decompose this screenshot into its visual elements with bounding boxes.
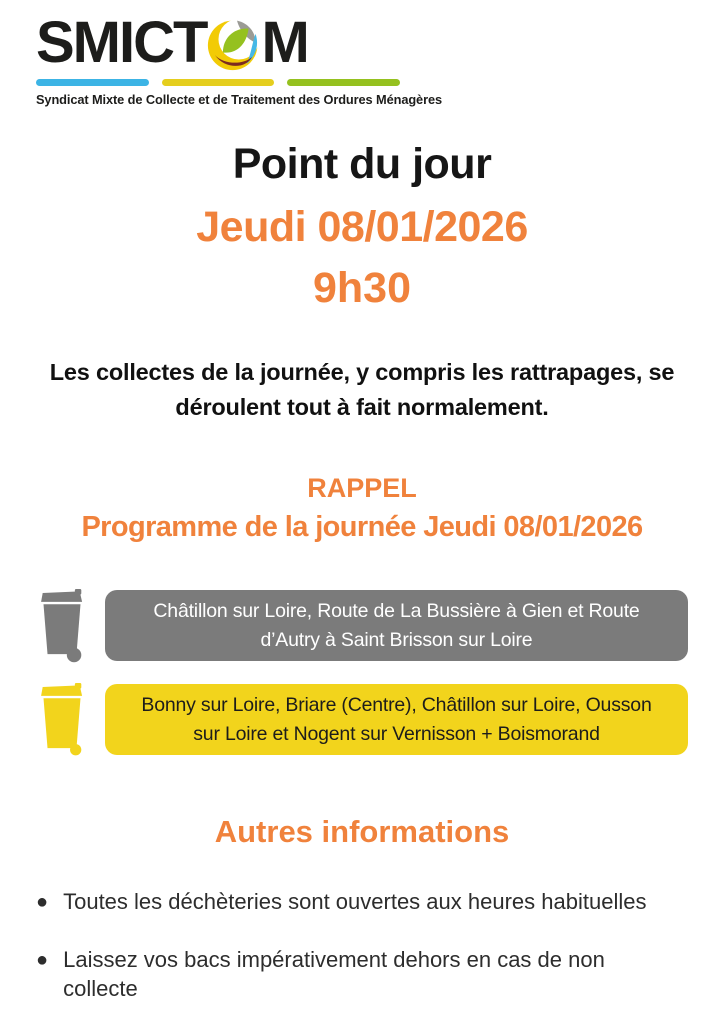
list-item-text: Laissez vos bacs impérativement dehors en cas de non collecte — [63, 946, 605, 1002]
other-info-list — [36, 887, 684, 1004]
brand-suffix: M — [261, 10, 308, 75]
logo-color-bars — [36, 79, 400, 86]
logo-bar-yellow — [162, 79, 275, 86]
title-block — [0, 140, 724, 313]
list-item — [36, 945, 684, 1004]
collection-row-yellow — [34, 683, 688, 757]
time-line: 9h30 — [312, 264, 411, 312]
page-title: Point du jour — [232, 140, 492, 188]
yellow-recycling-bin-icon — [34, 683, 90, 757]
collection-areas-grey: Châtillon sur Loire, Route de La Bussière à Gien et Route d’Autry à Saint Brisson sur Loire — [105, 590, 688, 661]
other-info-title: Autres informations — [214, 813, 510, 849]
brand-wordmark — [36, 10, 408, 75]
list-item-text: Toutes les déchèteries sont ouvertes aux heures habituelles — [63, 888, 647, 914]
collection-rows — [34, 589, 688, 757]
brand-prefix: SMICT — [36, 10, 207, 75]
date-line: Jeudi 08/01/2026 — [196, 203, 528, 251]
status-message: Les collectes de la journée, y compris les rattrapages, se déroulent tout à fait normalement. — [49, 359, 675, 421]
grey-waste-bin-icon — [34, 589, 90, 663]
logo-bar-blue — [36, 79, 149, 86]
logo-bar-green — [287, 79, 400, 86]
collection-areas-yellow: Bonny sur Loire, Briare (Centre), Châtillon sur Loire, Ousson sur Loire et Nogent sur Vernisson + Boismorand — [105, 684, 688, 755]
collection-row-grey — [34, 589, 688, 663]
reminder-label: RAPPEL — [307, 472, 417, 503]
bullet-icon: ● — [36, 890, 49, 913]
list-item — [36, 887, 684, 917]
logo-tagline: Syndicat Mixte de Collecte et de Traitement des Ordures Ménagères — [36, 92, 442, 107]
smictom-logo — [36, 10, 442, 107]
bullet-icon: ● — [36, 948, 49, 971]
reminder-subtitle: Programme de la journée Jeudi 08/01/2026 — [81, 510, 643, 543]
smictom-o-icon — [207, 18, 260, 71]
